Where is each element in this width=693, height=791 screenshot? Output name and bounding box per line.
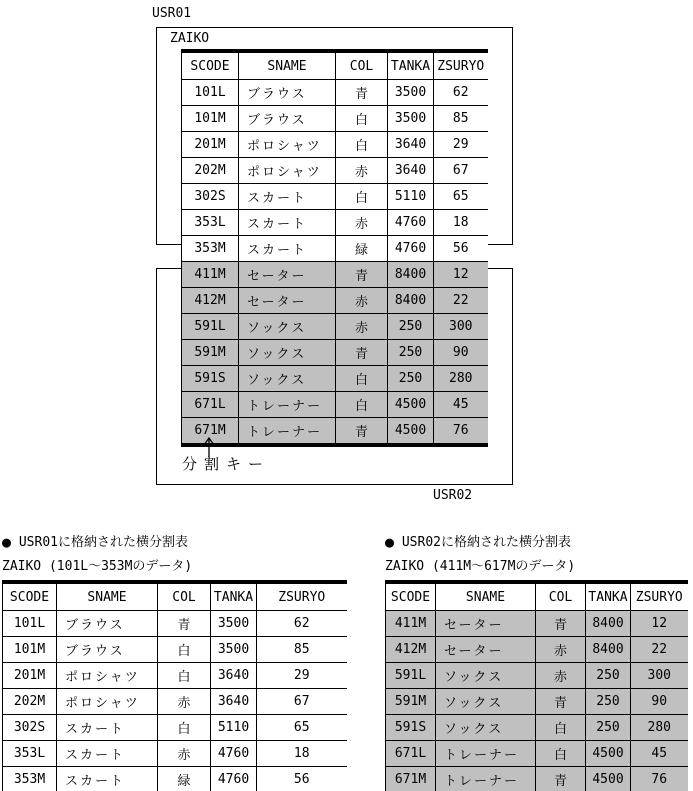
table-row bbox=[386, 715, 688, 741]
table-row bbox=[386, 741, 688, 767]
usr01-result-table-frame bbox=[2, 580, 347, 791]
zaiko-table-name: ZAIKO bbox=[170, 31, 210, 46]
table-cell: ポロシャツ bbox=[57, 663, 158, 689]
table-cell: 353M bbox=[182, 236, 239, 262]
usr02-result-subtitle: ZAIKO (411M～617Mのデータ) bbox=[385, 559, 576, 574]
table-cell: ソックス bbox=[436, 715, 536, 741]
table-cell: 3640 bbox=[211, 689, 257, 715]
table-cell: 29 bbox=[434, 132, 488, 158]
table-cell: 赤 bbox=[336, 314, 388, 340]
table-row bbox=[3, 767, 347, 791]
table-cell: 591L bbox=[386, 663, 436, 689]
usr02-row-group bbox=[182, 262, 488, 444]
table-cell: 22 bbox=[631, 637, 688, 663]
table-cell: 5110 bbox=[388, 184, 434, 210]
table-cell: スカート bbox=[239, 236, 336, 262]
table-cell: セーター bbox=[436, 611, 536, 637]
table-cell: 3500 bbox=[388, 80, 434, 106]
table-cell: 250 bbox=[586, 715, 631, 741]
table-cell: 赤 bbox=[158, 741, 211, 767]
table-cell: 白 bbox=[158, 715, 211, 741]
table-cell: 591L bbox=[182, 314, 239, 340]
table-row bbox=[3, 715, 347, 741]
table-row bbox=[386, 663, 688, 689]
table-cell: 101L bbox=[3, 611, 57, 637]
table-cell: セーター bbox=[239, 288, 336, 314]
table-cell: セーター bbox=[436, 637, 536, 663]
table-cell: 85 bbox=[257, 637, 347, 663]
table-cell: 青 bbox=[336, 80, 388, 106]
usr02-result-heading-text: USR02に格納された横分割表 bbox=[401, 535, 571, 550]
table-cell: 302S bbox=[182, 184, 239, 210]
column-header: ZSURYO bbox=[257, 584, 347, 611]
table-cell: トレーナー bbox=[239, 418, 336, 444]
table-cell: 67 bbox=[434, 158, 488, 184]
column-header: COL bbox=[536, 584, 586, 611]
table-cell: ソックス bbox=[239, 366, 336, 392]
table-cell: 赤 bbox=[336, 158, 388, 184]
table-cell: 青 bbox=[336, 262, 388, 288]
table-cell: ポロシャツ bbox=[57, 689, 158, 715]
table-cell: 85 bbox=[434, 106, 488, 132]
table-cell: 8400 bbox=[388, 288, 434, 314]
usr01-label: USR01 bbox=[152, 6, 192, 21]
usr01-result-heading-text: USR01に格納された横分割表 bbox=[18, 535, 188, 550]
table-cell: 青 bbox=[536, 767, 586, 791]
table-cell: 3500 bbox=[211, 611, 257, 637]
table-cell: 3640 bbox=[211, 663, 257, 689]
split-key-label: 分割キー bbox=[182, 455, 271, 473]
usr02-result-heading bbox=[385, 534, 571, 551]
table-cell: 8400 bbox=[586, 611, 631, 637]
usr01-row-group bbox=[182, 80, 488, 262]
table-cell: 300 bbox=[631, 663, 688, 689]
table-row bbox=[182, 236, 488, 262]
table-cell: 赤 bbox=[158, 689, 211, 715]
table-cell: 白 bbox=[336, 106, 388, 132]
table-cell: ソックス bbox=[239, 314, 336, 340]
bullet-icon: ● bbox=[385, 533, 395, 551]
table-cell: 353L bbox=[3, 741, 57, 767]
table-row bbox=[182, 418, 488, 444]
table-cell: 353L bbox=[182, 210, 239, 236]
table-cell: 671M bbox=[182, 418, 239, 444]
table-row bbox=[182, 132, 488, 158]
table-row bbox=[3, 637, 347, 663]
table-cell: 赤 bbox=[336, 210, 388, 236]
table-cell: 22 bbox=[434, 288, 488, 314]
table-row bbox=[386, 611, 688, 637]
table-row bbox=[182, 158, 488, 184]
table-cell: 250 bbox=[388, 340, 434, 366]
table-cell: トレーナー bbox=[436, 767, 536, 791]
table-cell: 250 bbox=[586, 663, 631, 689]
table-cell: スカート bbox=[239, 184, 336, 210]
table-cell: 302S bbox=[3, 715, 57, 741]
table-cell: 4500 bbox=[388, 418, 434, 444]
table-cell: トレーナー bbox=[239, 392, 336, 418]
table-row bbox=[182, 366, 488, 392]
table-row bbox=[182, 314, 488, 340]
usr02-result-rows bbox=[386, 611, 688, 791]
table-cell: 45 bbox=[434, 392, 488, 418]
column-header: ZSURYO bbox=[631, 584, 688, 611]
table-cell: 白 bbox=[336, 184, 388, 210]
table-cell: 4500 bbox=[586, 767, 631, 791]
table-cell: 白 bbox=[336, 132, 388, 158]
table-cell: セーター bbox=[239, 262, 336, 288]
table-cell: 101M bbox=[3, 637, 57, 663]
table-cell: 4500 bbox=[388, 392, 434, 418]
table-cell: ソックス bbox=[239, 340, 336, 366]
column-header: COL bbox=[158, 584, 211, 611]
table-header-row bbox=[386, 584, 688, 611]
table-cell: 412M bbox=[386, 637, 436, 663]
table-cell: 65 bbox=[434, 184, 488, 210]
table-row bbox=[182, 262, 488, 288]
table-cell: 280 bbox=[631, 715, 688, 741]
table-cell: 76 bbox=[434, 418, 488, 444]
table-cell: 白 bbox=[536, 715, 586, 741]
usr02-result-table bbox=[385, 584, 688, 791]
table-cell: 671L bbox=[386, 741, 436, 767]
table-header-row bbox=[182, 53, 488, 80]
table-row bbox=[182, 80, 488, 106]
table-row bbox=[3, 741, 347, 767]
table-cell: 8400 bbox=[586, 637, 631, 663]
column-header: SNAME bbox=[57, 584, 158, 611]
table-cell: 青 bbox=[158, 611, 211, 637]
table-cell: 411M bbox=[182, 262, 239, 288]
table-cell: 250 bbox=[586, 689, 631, 715]
table-cell: ブラウス bbox=[57, 637, 158, 663]
table-cell: スカート bbox=[239, 210, 336, 236]
table-cell: 緑 bbox=[336, 236, 388, 262]
table-cell: 280 bbox=[434, 366, 488, 392]
table-cell: 76 bbox=[631, 767, 688, 791]
table-cell: 591S bbox=[182, 366, 239, 392]
table-cell: 3500 bbox=[388, 106, 434, 132]
table-cell: ブラウス bbox=[239, 80, 336, 106]
table-cell: 250 bbox=[388, 366, 434, 392]
table-cell: 緑 bbox=[158, 767, 211, 791]
table-cell: 201M bbox=[3, 663, 57, 689]
table-cell: 411M bbox=[386, 611, 436, 637]
column-header: COL bbox=[336, 53, 388, 80]
table-cell: 8400 bbox=[388, 262, 434, 288]
usr02-result-table-frame bbox=[385, 580, 688, 791]
table-cell: 3640 bbox=[388, 132, 434, 158]
table-cell: 671L bbox=[182, 392, 239, 418]
bullet-icon: ● bbox=[2, 533, 12, 551]
table-cell: 青 bbox=[536, 611, 586, 637]
table-row bbox=[182, 288, 488, 314]
table-cell: 56 bbox=[257, 767, 347, 791]
zaiko-table-frame bbox=[181, 49, 488, 447]
table-cell: 29 bbox=[257, 663, 347, 689]
table-row bbox=[3, 611, 347, 637]
table-cell: スカート bbox=[57, 715, 158, 741]
column-header: SCODE bbox=[386, 584, 436, 611]
table-cell: 202M bbox=[3, 689, 57, 715]
table-cell: ソックス bbox=[436, 689, 536, 715]
table-cell: 3500 bbox=[211, 637, 257, 663]
table-cell: ポロシャツ bbox=[239, 132, 336, 158]
table-cell: 3640 bbox=[388, 158, 434, 184]
table-cell: 412M bbox=[182, 288, 239, 314]
table-row bbox=[182, 106, 488, 132]
table-cell: 101M bbox=[182, 106, 239, 132]
column-header: TANKA bbox=[586, 584, 631, 611]
table-cell: スカート bbox=[57, 741, 158, 767]
table-cell: 赤 bbox=[536, 663, 586, 689]
column-header: TANKA bbox=[211, 584, 257, 611]
table-row bbox=[386, 767, 688, 791]
usr01-result-rows bbox=[3, 611, 347, 791]
table-cell: 67 bbox=[257, 689, 347, 715]
table-cell: 591S bbox=[386, 715, 436, 741]
table-cell: 202M bbox=[182, 158, 239, 184]
table-cell: 4500 bbox=[586, 741, 631, 767]
usr01-result-table bbox=[2, 584, 347, 791]
table-cell: ブラウス bbox=[239, 106, 336, 132]
table-cell: 300 bbox=[434, 314, 488, 340]
table-cell: 56 bbox=[434, 236, 488, 262]
usr01-result-subtitle: ZAIKO (101L～353Mのデータ) bbox=[2, 559, 193, 574]
usr01-result-heading bbox=[2, 534, 188, 551]
table-row bbox=[182, 340, 488, 366]
table-cell: 白 bbox=[336, 392, 388, 418]
table-row bbox=[386, 689, 688, 715]
table-row bbox=[182, 184, 488, 210]
table-row bbox=[386, 637, 688, 663]
table-cell: 12 bbox=[631, 611, 688, 637]
table-cell: 白 bbox=[158, 663, 211, 689]
table-cell: 4760 bbox=[388, 210, 434, 236]
column-header: SNAME bbox=[436, 584, 536, 611]
table-cell: 4760 bbox=[211, 767, 257, 791]
zaiko-table bbox=[181, 53, 488, 443]
table-cell: 赤 bbox=[336, 288, 388, 314]
table-cell: 62 bbox=[434, 80, 488, 106]
table-cell: 101L bbox=[182, 80, 239, 106]
table-cell: 201M bbox=[182, 132, 239, 158]
table-cell: 白 bbox=[336, 366, 388, 392]
table-header-row bbox=[3, 584, 347, 611]
table-row bbox=[3, 663, 347, 689]
table-row bbox=[182, 210, 488, 236]
table-cell: 12 bbox=[434, 262, 488, 288]
table-cell: トレーナー bbox=[436, 741, 536, 767]
table-cell: 90 bbox=[434, 340, 488, 366]
table-row bbox=[182, 392, 488, 418]
column-header: SCODE bbox=[182, 53, 239, 80]
table-cell: 353M bbox=[3, 767, 57, 791]
table-cell: 青 bbox=[336, 340, 388, 366]
table-cell: 白 bbox=[536, 741, 586, 767]
column-header: SCODE bbox=[3, 584, 57, 611]
table-cell: 青 bbox=[536, 689, 586, 715]
column-header: ZSURYO bbox=[434, 53, 488, 80]
table-cell: 250 bbox=[388, 314, 434, 340]
table-cell: 青 bbox=[336, 418, 388, 444]
column-header: TANKA bbox=[388, 53, 434, 80]
column-header: SNAME bbox=[239, 53, 336, 80]
table-cell: 18 bbox=[257, 741, 347, 767]
table-cell: 671M bbox=[386, 767, 436, 791]
table-cell: 赤 bbox=[536, 637, 586, 663]
table-cell: スカート bbox=[57, 767, 158, 791]
usr02-label: USR02 bbox=[433, 488, 473, 503]
table-cell: 18 bbox=[434, 210, 488, 236]
table-cell: 4760 bbox=[388, 236, 434, 262]
table-cell: 5110 bbox=[211, 715, 257, 741]
table-cell: 90 bbox=[631, 689, 688, 715]
table-cell: ポロシャツ bbox=[239, 158, 336, 184]
table-row bbox=[3, 689, 347, 715]
table-cell: 591M bbox=[182, 340, 239, 366]
table-cell: 白 bbox=[158, 637, 211, 663]
table-cell: 591M bbox=[386, 689, 436, 715]
table-cell: 62 bbox=[257, 611, 347, 637]
table-cell: 45 bbox=[631, 741, 688, 767]
table-cell: ソックス bbox=[436, 663, 536, 689]
table-cell: 4760 bbox=[211, 741, 257, 767]
table-cell: ブラウス bbox=[57, 611, 158, 637]
table-cell: 65 bbox=[257, 715, 347, 741]
